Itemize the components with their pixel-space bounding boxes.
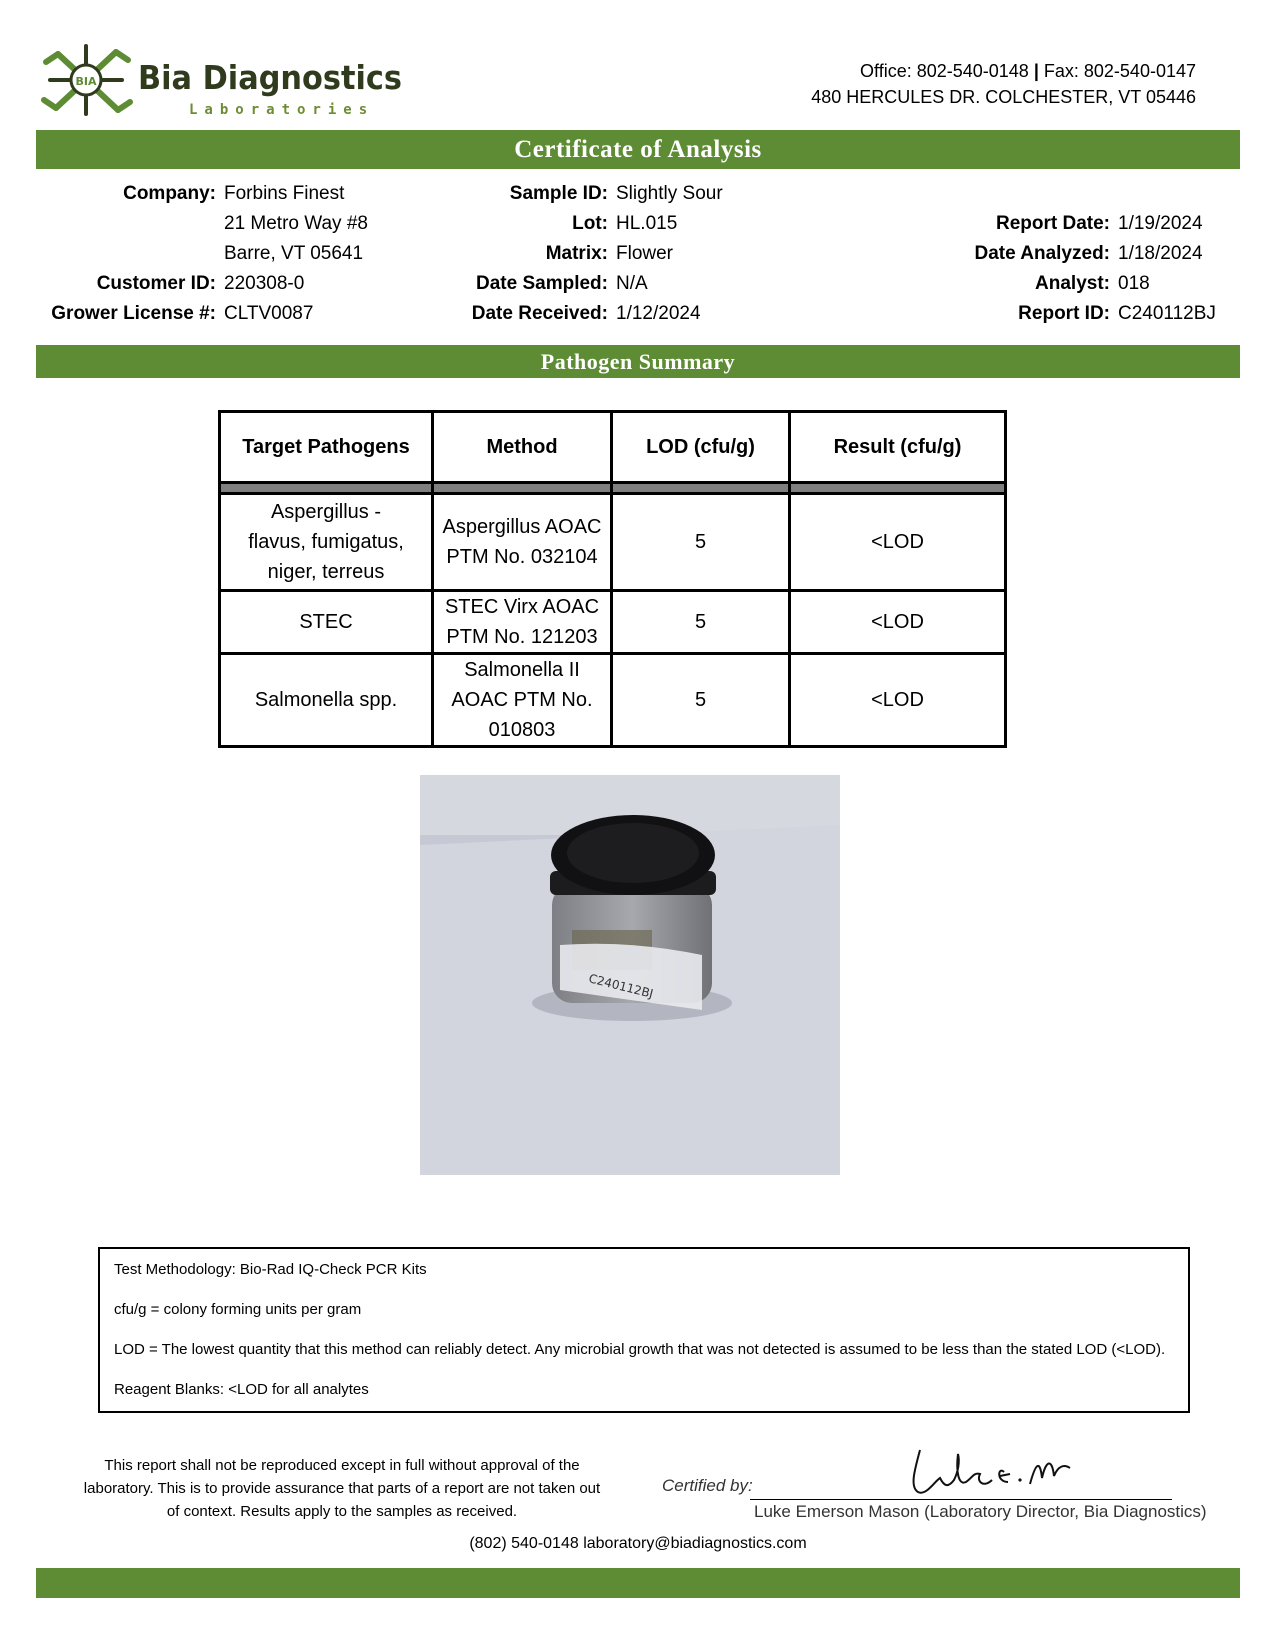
method-cell (433, 494, 612, 591)
office-phone: Office: 802-540-0148 (860, 61, 1029, 81)
company-field-row (36, 299, 368, 329)
company-field-label: Company: (123, 183, 216, 204)
company-field-row (36, 179, 368, 209)
disclaimer-line: laboratory. This is to provide assurance that parts of a report are not taken out (83, 1480, 601, 1497)
signer-name: Luke Emerson Mason (Laboratory Director, Bia Diagnostics) (754, 1502, 1207, 1521)
method-cell (433, 654, 612, 747)
report-field-label: Date Analyzed: (974, 243, 1110, 264)
company-field-label: Customer ID: (96, 273, 216, 294)
note-blanks: Reagent Blanks: <LOD for all analytes (114, 1381, 369, 1398)
signature-line (750, 1499, 1172, 1500)
disclaimer (72, 1454, 612, 1523)
disclaimer-line: of context. Results apply to the samples as received. (166, 1503, 518, 1520)
certified-by-label: Certified by: (662, 1476, 753, 1495)
method-cell (433, 591, 612, 654)
result-cell: <LOD (790, 494, 1006, 591)
company-field-value: 21 Metro Way #8 (224, 213, 368, 234)
column-header: Target Pathogens (220, 412, 433, 483)
method-cell-line: AOAC PTM No. (451, 689, 593, 711)
report-field-label: Report ID: (1018, 303, 1110, 324)
phone-fax-line (811, 58, 1196, 84)
pathogen-cell-line: Aspergillus - (270, 501, 382, 523)
jar-label: C240112BJ (587, 971, 655, 1001)
result-cell: <LOD (790, 591, 1006, 654)
lod-cell: 5 (612, 591, 790, 654)
sample-field-row (440, 299, 723, 329)
separator: | (1033, 61, 1044, 81)
report-field-label: Analyst: (1035, 273, 1110, 294)
methodology-notes (98, 1247, 1190, 1413)
lod-cell: 5 (612, 494, 790, 591)
column-header: Result (cfu/g) (790, 412, 1006, 483)
table-header-row (220, 412, 1006, 483)
report-field-value: C240112BJ (1118, 303, 1216, 324)
footer-contact: (802) 540-0148 laboratory@biadiagnostics.com (469, 1535, 807, 1552)
company-info (36, 179, 368, 329)
lab-contact (811, 58, 1196, 110)
sample-field-label: Matrix: (545, 243, 608, 264)
note-lod: LOD = The lowest quantity that this method can reliably detect. Any microbial growth that was not detected is assumed to be less than the stated LOD (<LOD). (114, 1341, 1166, 1358)
sample-field-value: 1/12/2024 (616, 303, 701, 324)
signature-image (900, 1442, 1080, 1502)
column-header: LOD (cfu/g) (612, 412, 790, 483)
pathogen-cell (220, 494, 433, 591)
note-methodology: Test Methodology: Bio-Rad IQ-Check PCR Kits (114, 1261, 427, 1278)
lab-address: 480 HERCULES DR. COLCHESTER, VT 05446 (811, 87, 1196, 107)
pathogen-table (218, 410, 1007, 748)
company-field-value: 220308-0 (224, 273, 305, 294)
method-cell-line: PTM No. 032104 (446, 546, 598, 568)
company-field-value: CLTV0087 (224, 303, 314, 324)
pathogen-cell (220, 591, 433, 654)
lod-cell: 5 (612, 654, 790, 747)
report-field-row (880, 209, 1216, 239)
sample-field-row (440, 179, 723, 209)
report-field-row (880, 269, 1216, 299)
sample-info (440, 179, 723, 329)
table-row (220, 494, 1006, 591)
pathogen-cell-line: flavus, fumigatus, (248, 531, 404, 553)
table-row (220, 654, 1006, 747)
pathogen-cell-line: STEC (299, 611, 353, 633)
logo-mark-text: BIA (75, 75, 97, 88)
sample-field-label: Date Received: (471, 303, 608, 324)
company-field-row (36, 269, 368, 299)
sample-field-row (440, 209, 723, 239)
fax-number: Fax: 802-540-0147 (1043, 61, 1196, 81)
sample-field-label: Lot: (572, 213, 608, 234)
sample-field-label: Sample ID: (509, 183, 608, 204)
note-cfu: cfu/g = colony forming units per gram (114, 1301, 362, 1318)
method-cell-line: 010803 (488, 719, 556, 741)
method-cell-line: Salmonella II (464, 659, 580, 681)
molecule-logo-icon (36, 40, 136, 120)
table-row (220, 591, 1006, 654)
disclaimer-line: This report shall not be reproduced except in full without approval of the (104, 1457, 580, 1474)
company-field-row (36, 239, 368, 269)
sample-field-value: Slightly Sour (616, 183, 723, 204)
brand-subtitle: Laboratories (189, 102, 375, 118)
header-separator (220, 483, 1006, 494)
sample-field-value: HL.015 (616, 213, 678, 234)
company-field-label (36, 239, 216, 269)
method-cell-line: STEC Virx AOAC (444, 596, 600, 618)
report-field-value: 1/19/2024 (1118, 213, 1203, 234)
sample-field-value: N/A (616, 273, 648, 294)
pathogen-cell-line: niger, terreus (267, 561, 385, 583)
report-info (880, 209, 1216, 329)
pathogen-cell (220, 654, 433, 747)
document-title: Certificate of Analysis (36, 130, 1240, 169)
report-field-row (880, 299, 1216, 329)
sample-field-label: Date Sampled: (476, 273, 608, 294)
report-field-label: Report Date: (995, 213, 1110, 234)
method-cell-line: PTM No. 121203 (446, 626, 598, 648)
company-field-value: Forbins Finest (224, 183, 345, 204)
result-cell: <LOD (790, 654, 1006, 747)
company-field-row (36, 209, 368, 239)
method-cell-line: Aspergillus AOAC (442, 516, 602, 538)
footer-band (36, 1568, 1240, 1598)
column-header: Method (433, 412, 612, 483)
sample-photo (420, 775, 840, 1175)
company-logo (36, 40, 402, 120)
pathogen-cell-line: Salmonella spp. (254, 689, 398, 711)
company-field-value: Barre, VT 05641 (224, 243, 364, 264)
sample-field-value: Flower (616, 243, 674, 264)
company-field-label (36, 209, 216, 239)
sample-field-row (440, 239, 723, 269)
company-field-label: Grower License #: (51, 303, 216, 324)
report-field-row (880, 239, 1216, 269)
brand-name: Bia Diagnostics (138, 58, 402, 97)
report-field-value: 018 (1118, 273, 1150, 294)
section-title: Pathogen Summary (36, 345, 1240, 378)
report-field-value: 1/18/2024 (1118, 243, 1203, 264)
sample-field-row (440, 269, 723, 299)
